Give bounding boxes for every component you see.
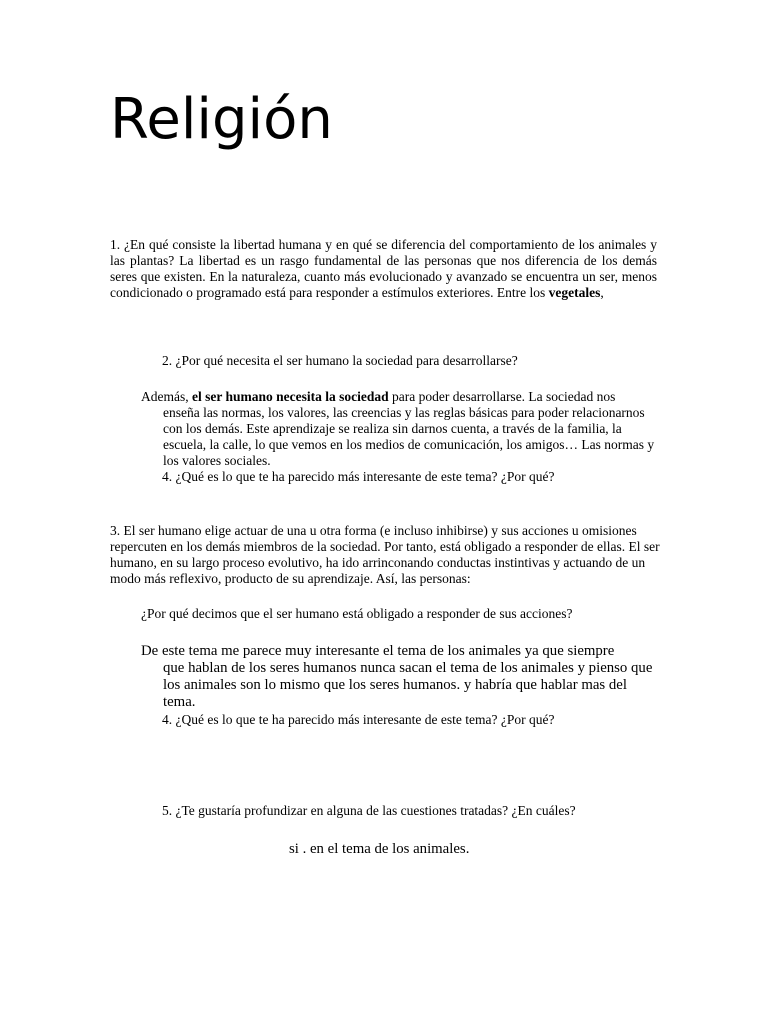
question-5: 5. ¿Te gustaría profundizar en alguna de las cuestiones tratadas? ¿En cuáles? [162, 803, 576, 818]
answer-2-bold-phrase: el ser humano necesita la sociedad [192, 389, 389, 404]
question-1 [110, 237, 657, 301]
answer-3-first-line: De este tema me parece muy interesante el tema de los animales ya que siempre [141, 643, 615, 659]
question-3: 3. El ser humano elige actuar de una u otra forma (e incluso inhibirse) y sus acciones u omisiones repercuten en los demás miembros de la sociedad. Por tanto, está obligado a responder de ellas. El ser humano, en su largo proceso evolutivo, ha ido arrinconando conductas instintivas y actuando de un modo más reflexivo, producto de su aprendizaje. Así, las personas: [110, 523, 660, 586]
question-2: 2. ¿Por qué necesita el ser humano la sociedad para desarrollarse? [162, 353, 518, 368]
answer-3 [141, 643, 661, 711]
document-title: Religión [110, 87, 333, 152]
answer-2 [141, 389, 661, 469]
question-4-first: 4. ¿Qué es lo que te ha parecido más interesante de este tema? ¿Por qué? [162, 469, 555, 484]
answer-2-continuation: enseña las normas, los valores, las creencias y las reglas básicas para poder relacionarnos con los demás. Este aprendizaje se realiza sin darnos cuenta, a través de la familia, la escuela, la calle, lo que vemos en los medios de comunicación, los amigos… Las normas y los valores sociales. [163, 405, 655, 468]
answer-2-first-rest: para poder desarrollarse. La sociedad nos [388, 389, 616, 404]
answer-2-lead: Además, [141, 389, 192, 404]
question-4-second: 4. ¿Qué es lo que te ha parecido más interesante de este tema? ¿Por qué? [162, 712, 555, 727]
question-1-text: 1. ¿En qué consiste la libertad humana y en qué se diferencia del comportamiento de los animales y las plantas? La libertad es un rasgo fundamental de las personas que nos diferencia de los demás seres que existen. En la naturaleza, cuanto más evolucionado y avanzado se encuentra un ser, menos condicionado o programado está para responder a estímulos exteriores. Entre los [110, 237, 657, 300]
answer-2-first-line [141, 389, 661, 405]
question-1-bold-term: vegetales [548, 285, 601, 300]
answer-5: si . en el tema de los animales. [289, 841, 470, 857]
question-1-tail: , [600, 285, 604, 300]
answer-3-continuation: que hablan de los seres humanos nunca sacan el tema de los animales y pienso que los animales son lo mismo que los seres humanos. y habría que hablar mas del tema. [163, 660, 653, 710]
question-3-sub: ¿Por qué decimos que el ser humano está obligado a responder de sus acciones? [141, 606, 573, 621]
